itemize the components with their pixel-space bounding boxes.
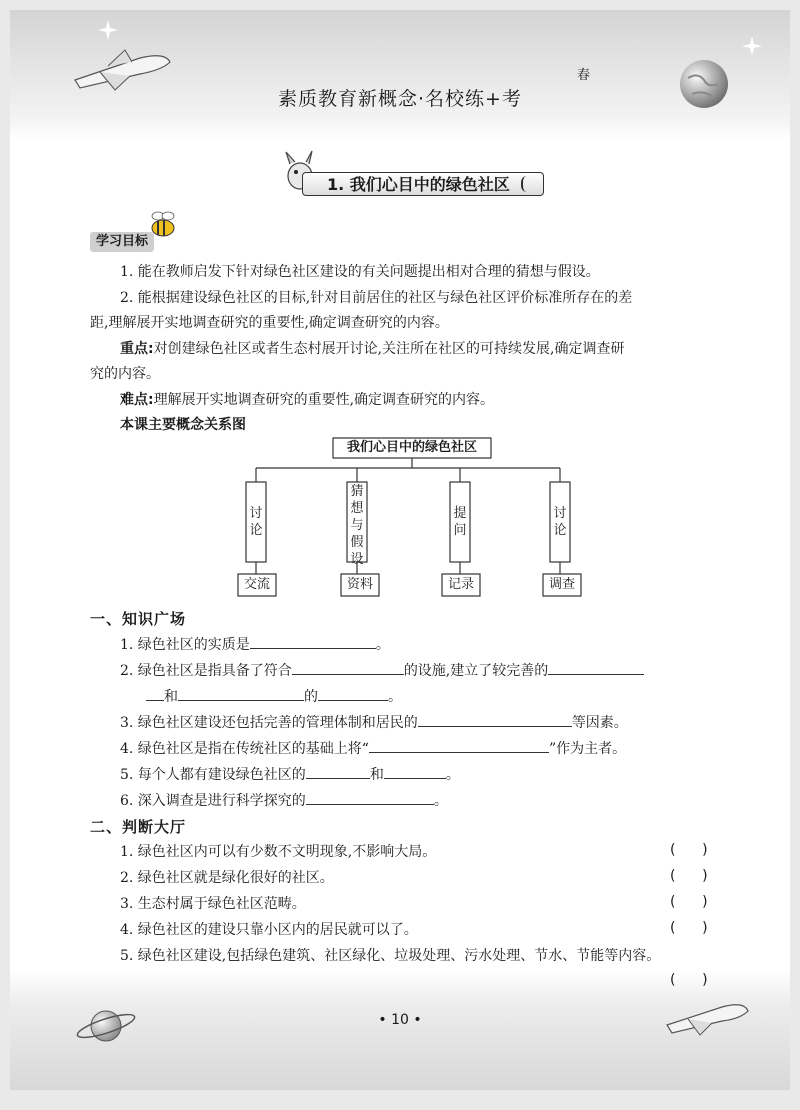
answer-blank[interactable] [418, 712, 572, 727]
question-text: ”作为主者。 [548, 741, 627, 757]
fill-question-4 [120, 738, 626, 759]
answer-blank[interactable] [250, 634, 376, 649]
fill-question-5 [120, 764, 460, 785]
season-label: 春 [577, 68, 591, 83]
answer-blank[interactable] [146, 686, 164, 701]
branch-char: 猜 [350, 484, 364, 499]
branch-3-label [452, 505, 468, 539]
branch-char: 讨 [249, 506, 263, 521]
answer-blank[interactable] [178, 686, 304, 701]
goal-item-2-line-1: 2. 能根据建设绿色社区的目标,针对目前居住的社区与绿色社区评价标准所存在的差 [120, 290, 633, 306]
branch-4-label [552, 505, 568, 539]
fill-question-2-cont [146, 686, 402, 707]
branch-char: 论 [249, 523, 263, 538]
lesson-title: 1. 我们心目中的绿色社区 [302, 172, 544, 196]
fill-question-6 [120, 790, 448, 811]
answer-blank[interactable] [292, 660, 404, 675]
branch-char: 想 [350, 501, 364, 516]
branch-char: 讨 [553, 506, 567, 521]
branch-char: 问 [453, 523, 467, 538]
learning-goals-tag: 学习目标 [90, 232, 154, 252]
answer-blank[interactable] [369, 738, 549, 753]
question-text: 等因素。 [571, 715, 628, 731]
key-point-text: 对创建绿色社区或者生态村展开讨论,关注所在社区的可持续发展,确定调查研 [153, 341, 625, 357]
page-number: • 10 • [378, 1012, 422, 1028]
question-text: 的设施,建立了较完善的 [403, 663, 549, 679]
fill-question-1 [120, 634, 390, 655]
branch-char: 假 [350, 535, 364, 550]
goal-item-2-line-2: 距,理解展开实地调查研究的重要性,确定调查研究的内容。 [90, 315, 449, 331]
judge-item-4: 4. 绿色社区的建设只靠小区内的居民就可以了。 [120, 922, 418, 938]
question-text: 和 [369, 767, 384, 783]
judge-item-1: 1. 绿色社区内可以有少数不文明现象,不影响大局。 [120, 844, 437, 860]
judge-item-5: 5. 绿色社区建设,包括绿色建筑、社区绿化、垃圾处理、污水处理、节水、节能等内容。 [120, 948, 661, 964]
answer-blank[interactable] [306, 764, 370, 779]
branch-char: 与 [350, 518, 364, 533]
question-text: 4. 绿色社区是指在传统社区的基础上将“ [120, 741, 369, 757]
judge-answer-2[interactable]: ( ) [670, 868, 708, 884]
judge-item-2: 2. 绿色社区就是绿化很好的社区。 [120, 870, 334, 886]
answer-blank[interactable] [548, 660, 644, 675]
concept-map-title: 本课主要概念关系图 [120, 417, 246, 433]
question-text: 3. 绿色社区建设还包括完善的管理体制和居民的 [120, 715, 418, 731]
question-text: 。 [433, 793, 448, 809]
fill-question-2 [120, 660, 644, 681]
branch-char: 论 [553, 523, 567, 538]
branch-1-label [248, 505, 264, 539]
question-text: 。 [445, 767, 460, 783]
leaf-label-3: 记录 [447, 577, 474, 592]
key-point-label: 重点: [120, 341, 154, 357]
judge-item-3: 3. 生态村属于绿色社区范畴。 [120, 896, 306, 912]
difficulty-label: 难点: [120, 392, 154, 408]
leaf-label-2: 资料 [346, 577, 373, 592]
section-2-title: 二、判断大厅 [90, 818, 187, 836]
question-text: 。 [388, 689, 402, 705]
key-point-line-2: 究的内容。 [90, 366, 160, 382]
question-text: 。 [375, 637, 390, 653]
judge-answer-4[interactable]: ( ) [670, 920, 708, 936]
branch-char: 设 [350, 552, 364, 567]
question-text: 2. 绿色社区是指具备了符合 [120, 663, 292, 679]
answer-blank[interactable] [306, 790, 434, 805]
section-1-title: 一、知识广场 [90, 610, 187, 628]
question-text: 和 [164, 689, 178, 705]
question-text: 6. 深入调查是进行科学探究的 [120, 793, 306, 809]
question-text: 的 [304, 689, 318, 705]
goal-item-1: 1. 能在教师启发下针对绿色社区建设的有关问题提出相对合理的猜想与假设。 [120, 264, 600, 280]
leaf-label-4: 调查 [548, 577, 575, 592]
fill-question-3 [120, 712, 628, 733]
document-page [10, 10, 790, 1090]
answer-blank[interactable] [384, 764, 446, 779]
question-text: 5. 每个人都有建设绿色社区的 [120, 767, 306, 783]
question-text: 1. 绿色社区的实质是 [120, 637, 250, 653]
branch-2-label [349, 483, 365, 568]
answer-blank[interactable] [318, 686, 388, 701]
difficulty-text: 理解展开实地调查研究的重要性,确定调查研究的内容。 [153, 392, 495, 408]
concept-map-diagram [10, 10, 790, 610]
series-title: 素质教育新概念·名校练+考 [278, 88, 522, 110]
leaf-label-1: 交流 [243, 577, 270, 592]
concept-root: 我们心目中的绿色社区 [346, 440, 477, 455]
judge-answer-5[interactable]: ( ) [670, 972, 708, 988]
branch-char: 提 [453, 506, 467, 521]
judge-answer-3[interactable]: ( ) [670, 894, 708, 910]
judge-answer-1[interactable]: ( ) [670, 842, 708, 858]
